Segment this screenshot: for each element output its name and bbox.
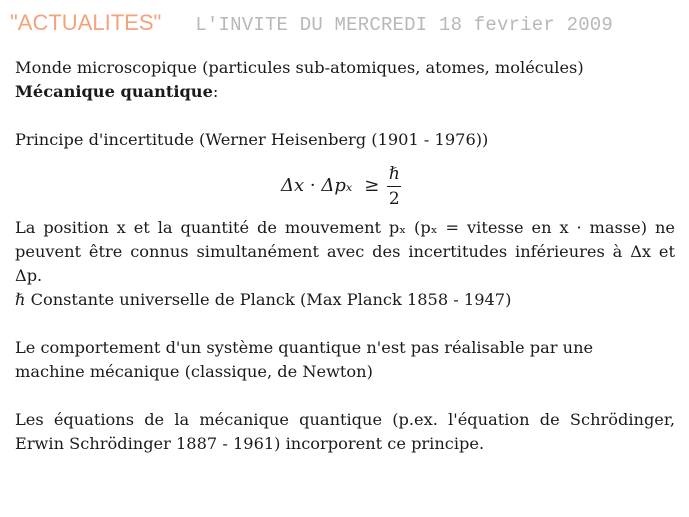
planck-line: ℏ Constante universelle de Planck (Max Planck 1858 - 1947): [15, 290, 512, 309]
formula-numerator: ℏ: [388, 163, 400, 184]
slide-header: [10, 10, 613, 42]
paragraph-1-line-2: peuvent être connus simultanément avec des incertitudes inférieures à Δx et: [15, 242, 675, 261]
paragraph-3-line-2: Erwin Schrödinger 1887 - 1961) incorporent ce principe.: [15, 434, 485, 453]
topic-heading: Mécanique quantique: [15, 82, 213, 101]
principle-line: Principe d'incertitude (Werner Heisenberg (1901 - 1976)): [15, 130, 489, 149]
intro-line: Monde microscopique (particules sub-atomiques, atomes, molécules): [15, 58, 584, 77]
topic-line: [15, 80, 675, 104]
formula-fraction: [387, 164, 401, 209]
paragraph-2-line-1: Le comportement d'un système quantique n'est pas réalisable par une: [15, 338, 594, 357]
topic-colon: :: [212, 82, 219, 101]
formula-operator: ≥: [364, 175, 380, 196]
spacer: [15, 104, 675, 128]
spacer: [15, 312, 675, 336]
slide-category: "ACTUALITES": [10, 10, 162, 35]
spacer: [15, 384, 675, 408]
paragraph-2-line-2: machine mécanique (classique, de Newton): [15, 362, 373, 381]
formula-lhs: Δx · Δpₓ: [281, 175, 353, 196]
formula-denominator: 2: [388, 188, 400, 209]
paragraph-1-line-3: Δp.: [15, 266, 43, 285]
paragraph-3-line-1: Les équations de la mécanique quantique (p.ex. l'équation de Schrödinger,: [15, 410, 675, 429]
fraction-bar: [387, 186, 401, 187]
paragraph-1-line-1: La position x et la quantité de mouvement pₓ (pₓ = vitesse en x · masse) ne: [15, 218, 675, 237]
slide-body: [15, 56, 675, 456]
slide-event-title: L'INVITE DU MERCREDI 18 fevrier 2009: [195, 14, 613, 36]
uncertainty-formula: [15, 160, 675, 212]
